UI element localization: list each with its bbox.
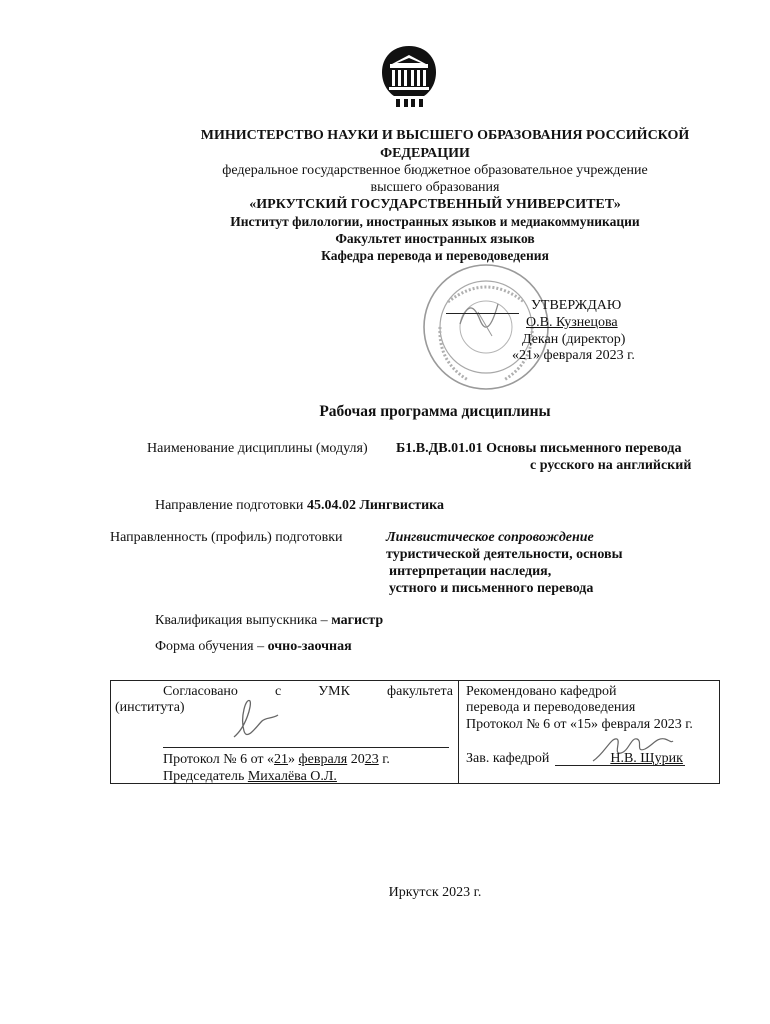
department-name: Кафедра перевода и переводоведения [321, 248, 549, 263]
faculty-approval-cell [111, 681, 458, 783]
agreed-word: Согласовано [163, 684, 238, 699]
discipline-value: Б1.В.ДВ.01.01 Основы письменного перевода [396, 441, 682, 456]
agreed-faculty: факультета [387, 684, 453, 699]
study-form-row [155, 638, 352, 655]
qualification-label: Квалификация выпускника – [155, 613, 328, 628]
protocol-mid: » [288, 752, 299, 767]
signature-line [446, 313, 519, 314]
city-year: Иркутск 2023 г. [388, 885, 482, 900]
chair-prefix: Председатель [163, 769, 248, 784]
direction-row [155, 497, 444, 514]
agreed-line [163, 683, 453, 700]
profile-value-line3: интерпретации наследия, [389, 564, 552, 579]
agreed-umk: УМК [318, 684, 350, 699]
ministry-title: МИНИСТЕРСТВО НАУКИ И ВЫСШЕГО ОБРАЗОВАНИЯ РОССИЙСКОЙ [200, 128, 690, 143]
department-head-name: Н.В. Щурик [610, 751, 683, 766]
institution-type-continued: высшего образования [370, 180, 500, 195]
signature-line [163, 747, 449, 748]
protocol-month: февраля [298, 752, 348, 767]
signature-scribble-icon [226, 697, 286, 745]
protocol-year-b: 23 [364, 752, 379, 767]
study-form-label: Форма обучения – [155, 639, 265, 654]
approval-date: «21» февраля 2023 г. [512, 348, 635, 363]
profile-value-line2: туристической деятельности, основы [386, 547, 623, 562]
qualification-row [155, 612, 383, 629]
faculty-name: Факультет иностранных языков [335, 231, 535, 246]
university-logo-icon [380, 44, 438, 108]
direction-value: 45.04.02 Лингвистика [306, 498, 444, 513]
umk-protocol [163, 751, 390, 768]
department-recommendation-cell [459, 681, 719, 783]
ministry-title-continued: ФЕДЕРАЦИИ [380, 146, 470, 161]
qualification-value: магистр [331, 613, 384, 628]
protocol-year-a: 20 [347, 752, 365, 767]
department-head-row [466, 750, 683, 767]
recommended-line: Рекомендовано кафедрой [466, 684, 617, 699]
discipline-label: Наименование дисциплины (модуля) [147, 441, 368, 456]
approve-heading: УТВЕРЖДАЮ [531, 298, 622, 313]
profile-value-line4: устного и письменного перевода [389, 581, 594, 596]
protocol-suffix: г. [378, 752, 390, 767]
chair-name: Михалёва О.Л. [247, 769, 337, 784]
document-title: Рабочая программа дисциплины [319, 403, 551, 420]
profile-value: Лингвистическое сопровождение [386, 530, 594, 545]
university-name: «ИРКУТСКИЙ ГОСУДАРСТВЕННЫЙ УНИВЕРСИТЕТ» [249, 197, 621, 212]
department-protocol: Протокол № 6 от «15» февраля 2023 г. [466, 717, 693, 732]
study-form-value: очно-заочная [267, 639, 352, 654]
recommended-department: перевода и переводоведения [466, 700, 636, 715]
signature-table [110, 680, 720, 784]
profile-label: Направленность (профиль) подготовки [110, 530, 343, 545]
institution-type: федеральное государственное бюджетное образовательное учреждение [222, 163, 648, 178]
approver-name: О.В. Кузнецова [526, 315, 618, 330]
institute-note: (института) [115, 700, 185, 715]
direction-label: Направление подготовки [155, 498, 304, 513]
protocol-day: 21 [274, 752, 289, 767]
agreed-with: с [274, 684, 282, 699]
approver-role: Декан (директор) [522, 332, 626, 347]
institute-name: Институт филологии, иностранных языков и медиакоммуникации [230, 214, 640, 229]
department-head-label: Зав. кафедрой [466, 751, 550, 766]
discipline-value-continued: с русского на английский [530, 458, 692, 473]
protocol-prefix: Протокол № 6 от « [163, 752, 275, 767]
umk-chair [163, 768, 337, 785]
